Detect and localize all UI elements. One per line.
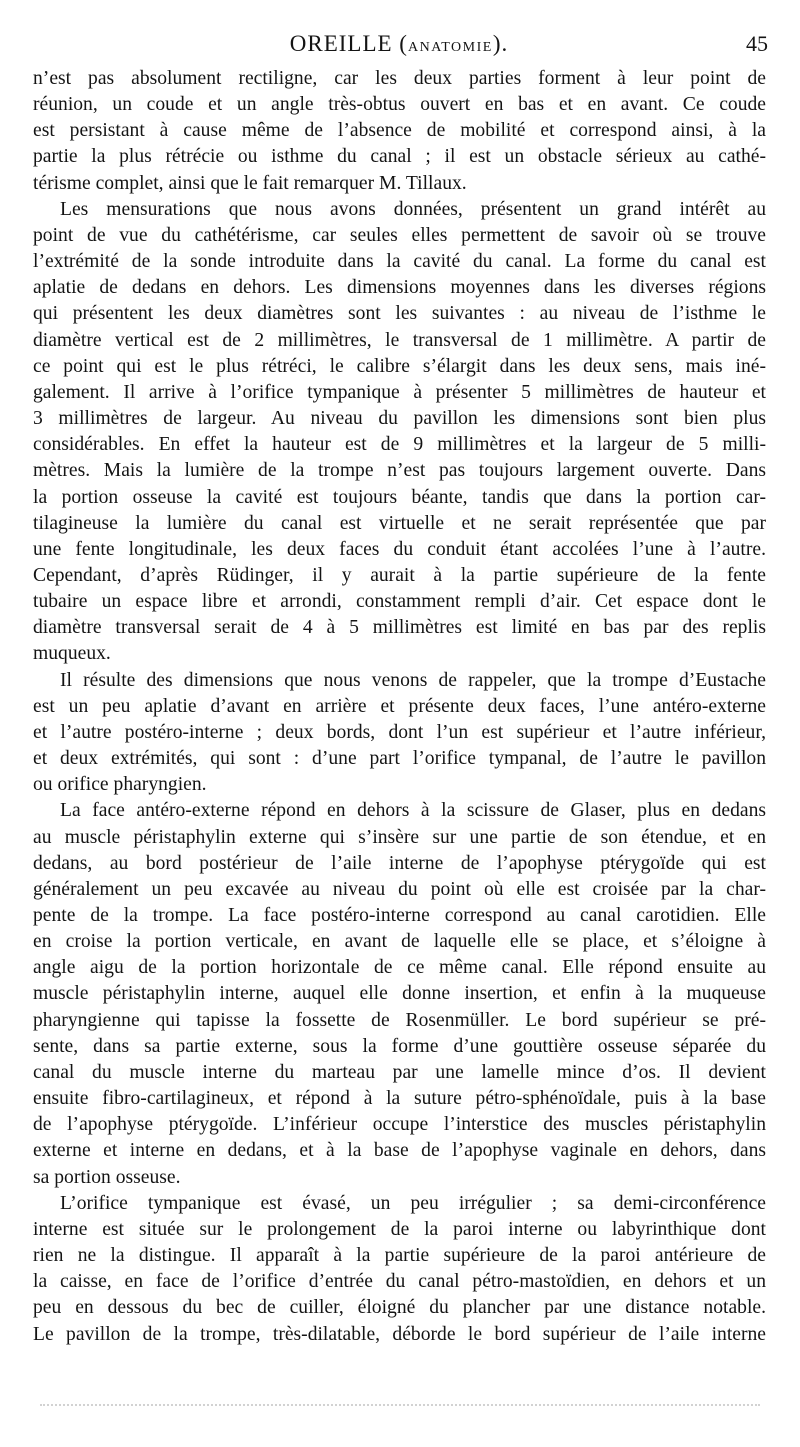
running-head-subject: ANATOMIE — [407, 40, 493, 55]
text-line: ou orifice pharyngien. — [33, 774, 207, 796]
paragraph — [33, 668, 766, 799]
text-line: pente de la trompe. La face postéro-interne correspond au canal carotidien. Elle — [33, 905, 766, 926]
text-line: au muscle péristaphylin externe qui s’insère sur une partie de son étendue, et en — [33, 826, 766, 848]
text-line: dedans, au bord postérieur de l’aile interne de l’apophyse ptérygoïde qui est — [33, 852, 766, 874]
text-line: Les mensurations que nous avons données, présentent un grand intérêt au — [60, 198, 766, 220]
text-line: l’extrémité de la sonde introduite dans la cavité du canal. La forme du canal est — [33, 251, 766, 273]
text-line: galement. Il arrive à l’orifice tympanique à présenter 5 millimètres de hauteur et — [33, 381, 766, 403]
text-line: Le pavillon de la trompe, très-dilatable, déborde le bord supérieur de l’aile interne — [33, 1323, 766, 1345]
text-line: n’est pas absolument rectiligne, car les deux parties forment à leur point de — [33, 68, 766, 89]
text-line: L’orifice tympanique est évasé, un peu irrégulier ; sa demi-circonférence — [60, 1192, 766, 1214]
text-line: angle aigu de la portion horizontale de ce même canal. Elle répond ensuite au — [33, 957, 766, 979]
page-header — [30, 24, 768, 64]
text-line: réunion, un coude et un angle très-obtus ouvert en bas et en avant. Ce coude — [33, 94, 766, 116]
text-line: mètres. Mais la lumière de la trompe n’est pas toujours largement ouverte. Dans — [33, 460, 766, 482]
text-line: la caisse, en face de l’orifice d’entrée du canal pétro-mastoïdien, en dehors et un — [33, 1271, 766, 1293]
text-line: et deux extrémités, qui sont : d’une part l’orifice tympanal, de l’autre le pavillon — [33, 748, 766, 770]
text-line: tubaire un espace libre et arrondi, constamment rempli d’air. Cet espace dont le — [33, 591, 766, 613]
scan-artifact-line — [40, 1404, 760, 1412]
running-head — [30, 24, 768, 68]
text-line: la portion osseuse la cavité est toujours béante, tandis que dans la portion car- — [33, 486, 766, 508]
text-line: pharyngienne qui tapisse la fossette de Rosenmüller. Le bord supérieur se pré- — [33, 1009, 766, 1031]
text-line: est un peu aplatie d’avant en arrière et présente deux faces, l’une antéro-externe — [33, 695, 766, 717]
paragraph — [33, 798, 766, 1190]
text-line: muqueux. — [33, 643, 111, 665]
text-line: sente, dans sa partie externe, sous la forme d’une gouttière osseuse séparée du — [33, 1035, 766, 1057]
page-number: 45 — [746, 31, 768, 56]
text-line: aplatie de dedans en dehors. Les dimensions moyennes dans les diverses régions — [33, 277, 766, 299]
text-line: et l’autre postéro-interne ; deux bords, dont l’un est supérieur et l’autre inférieur, — [33, 721, 766, 743]
text-line: de l’apophyse ptérygoïde. L’inférieur occupe l’interstice des muscles péristaphylin — [33, 1114, 766, 1136]
text-line: 3 millimètres de largeur. Au niveau du pavillon les dimensions sont bien plus — [33, 408, 766, 430]
text-line: Cependant, d’après Rüdinger, il y aurait à la partie supérieure de la fente — [33, 564, 766, 586]
text-line: ensuite fibro-cartilagineux, et répond à la suture pétro-sphénoïdale, puis à la base — [33, 1088, 766, 1110]
text-line: en croise la portion verticale, en avant de laquelle elle se place, et s’éloigne à — [33, 931, 766, 953]
text-line: interne est située sur le prolongement de la paroi interne ou labyrinthique dont — [33, 1218, 766, 1240]
text-line: une fente longitudinale, les deux faces du conduit étant accolées l’une à l’autre. — [33, 538, 766, 560]
text-line: La face antéro-externe répond en dehors à la scissure de Glaser, plus en dedans — [60, 800, 766, 822]
text-line: diamètre transversal serait de 4 à 5 millimètres est limité en bas par des replis — [33, 617, 766, 639]
text-line: est persistant à cause même de l’absence de mobilité et correspond ainsi, à la — [33, 120, 766, 142]
paragraph — [33, 1191, 766, 1348]
text-line: sa portion osseuse. — [33, 1166, 181, 1188]
text-line: tilagineuse la lumière du canal est virtuelle et ne serait représentée que par — [33, 512, 766, 534]
paragraph — [33, 66, 766, 197]
text-line: partie la plus rétrécie ou isthme du canal ; il est un obstacle sérieux au cathé- — [33, 146, 766, 168]
running-head-title-end: ). — [492, 31, 509, 56]
text-line: canal du muscle interne du marteau par une lamelle mince d’os. Il devient — [33, 1061, 766, 1083]
text-line: diamètre vertical est de 2 millimètres, le transversal de 1 millimètre. A partir de — [33, 329, 766, 351]
body-text — [33, 66, 766, 1348]
text-line: externe et interne en dedans, et à la base de l’apophyse vaginale en dehors, dans — [33, 1140, 766, 1162]
text-line: peu en dessous du bec de cuiller, éloigné du plancher par une distance notable. — [33, 1297, 766, 1319]
text-line: considérables. En effet la hauteur est de 9 millimètres et la largeur de 5 milli- — [33, 434, 766, 456]
text-line: Il résulte des dimensions que nous venons de rappeler, que la trompe d’Eustache — [60, 669, 766, 691]
text-line: généralement un peu excavée au niveau du point où elle est croisée par la char- — [33, 878, 766, 900]
text-line: térisme complet, ainsi que le fait remarquer M. Tillaux. — [33, 172, 467, 194]
text-line: ce point qui est le plus rétréci, le calibre s’élargit dans les deux sens, mais iné- — [33, 355, 766, 377]
text-line: point de vue du cathétérisme, car seules elles permettent de savoir où se trouve — [33, 224, 766, 246]
text-line: rien ne la distingue. Il apparaît à la partie supérieure de la paroi antérieure de — [33, 1245, 766, 1267]
paragraph — [33, 197, 766, 668]
text-line: qui présentent les deux diamètres sont les suivantes : au niveau de l’isthme le — [33, 303, 766, 325]
text-line: muscle péristaphylin interne, auquel elle donne insertion, et enfin à la muqueuse — [33, 983, 766, 1005]
running-head-title: OREILLE ( — [289, 31, 408, 56]
